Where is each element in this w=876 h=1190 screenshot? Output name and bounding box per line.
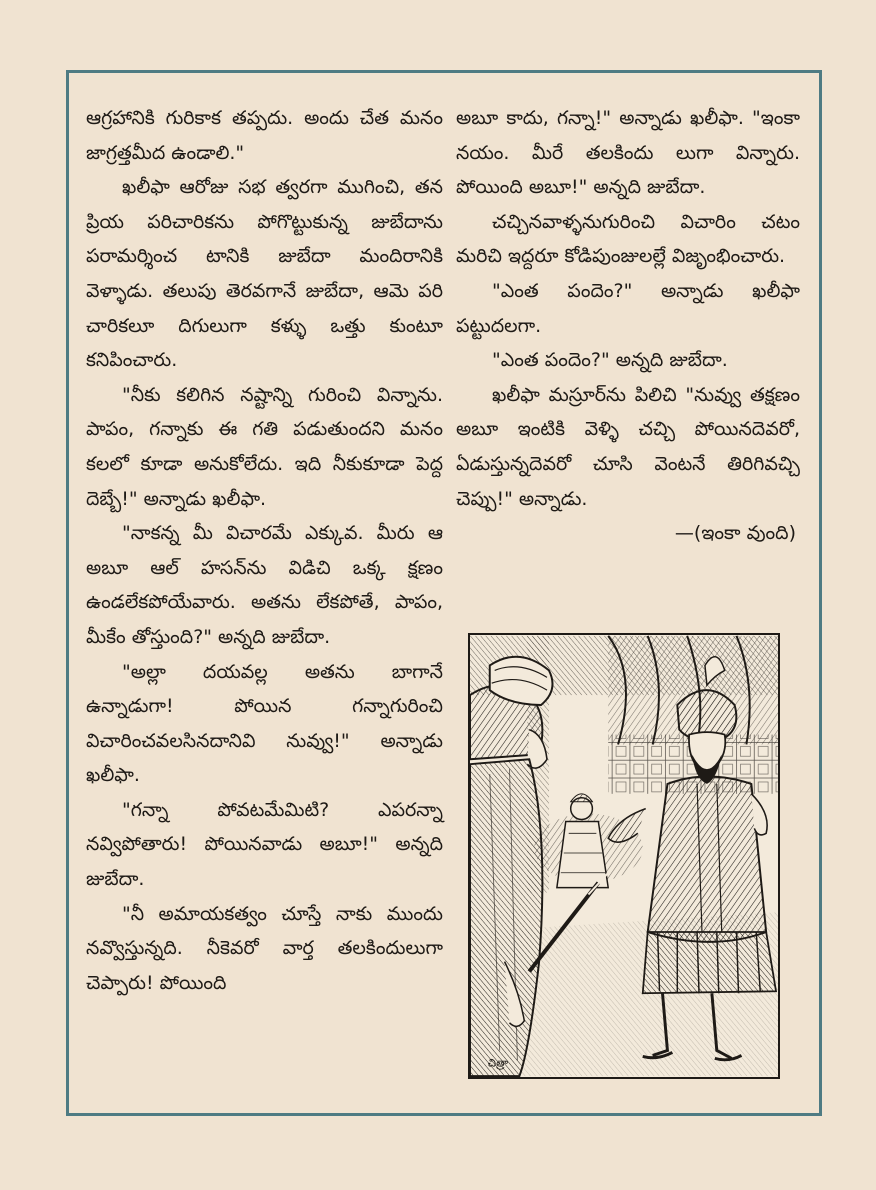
paragraph: "నీ అమాయకత్వం చూస్తే నాకు ముందు నవ్వొస్తున్నది. నీకెవరో వార్త తలకిందులుగా చెప్పారు! పోయింది: [86, 902, 443, 994]
paragraph: అబూ కాదు, గన్నా!" అన్నాడు ఖలీఫా. "ఇంకా నయం. మీరే తలకిందు లుగా విన్నారు. పోయింది అబూ!" అన్నది జుబేదా.: [456, 107, 800, 199]
paragraph: ఖలీఫా ఆరోజు సభ త్వరగా ముగించి, తన ప్రియ పరిచారికను పోగొట్టుకున్న జుబేదాను పరామర్శించ టానికి జుబేదా మందిరానికి వెళ్ళాడు. తలుపు తెరవగానే జుబేదా, ఆమె పరి చారికలూ దిగులుగా కళ్ళు ఒత్తు కుంటూ కనిపించారు.: [86, 176, 443, 372]
paragraph: "నాకన్న మీ విచారమే ఎక్కువ. మీరు ఆ అబూ ఆల్ హసన్‌ను విడిచి ఒక్క క్షణం ఉండలేకపోయేవారు. అతను లేకపోతే, పాపం, మీకేం తోస్తుంది?" అన్నది జుబేదా.: [86, 522, 443, 648]
paragraph: "గన్నా పోవటమేమిటి? ఎపరన్నా నవ్విపోతారు! పోయినవాడు అబూ!" అన్నది జుబేదా.: [86, 798, 443, 891]
paragraph: చచ్చినవాళ్ళనుగురించి విచారిం చటం మరిచి ఇద్దరూ కోడిపుంజులల్లే విజృంభించారు.: [456, 210, 800, 268]
paragraph: "ఎంత పందెం?" అన్నాడు ఖలీఫా పట్టుదలగా.: [456, 279, 800, 337]
continued-note: —(ఇంకా వుంది): [674, 522, 796, 545]
illustration-caliph-scene: [470, 635, 778, 1077]
paragraph: ఆగ్రహానికి గురికాక తప్పదు. అందు చేత మనం జాగ్రత్తమీద ఉండాలి.": [86, 107, 443, 164]
paragraph: "అల్లా దయవల్ల అతను బాగానే ఉన్నాడుగా! పోయిన గన్నాగురించి విచారించవలసినదానివి నువ్వు!" అన్నాడు ఖలీఫా.: [86, 660, 443, 787]
page-frame: [66, 70, 822, 1116]
story-illustration: [468, 633, 780, 1079]
paragraph: "ఎంత పందెం?" అన్నది జుబేదా.: [492, 349, 728, 372]
artist-signature: చిత్రా: [487, 1056, 508, 1070]
right-text-column: [456, 101, 800, 551]
left-text-column: [86, 101, 443, 1000]
paragraph: ఖలీఫా మస్రూర్‌ను పిలిచి "నువ్వు తక్షణం అబూ ఇంటికి వెళ్ళి చచ్చి పోయినదెవరో, ఏడుస్తున్నదెవరో చూసి వెంటనే తిరిగివచ్చి చెప్పు!" అన్నాడు.: [456, 383, 800, 510]
paragraph: "నీకు కలిగిన నష్టాన్ని గురించి విన్నాను. పాపం, గన్నాకు ఈ గతి పడుతుందని మనం కలలో కూడా అనుకోలేదు. ఇది నీకుకూడా పెద్ద దెబ్బే!" అన్నాడు ఖలీఫా.: [86, 383, 443, 510]
